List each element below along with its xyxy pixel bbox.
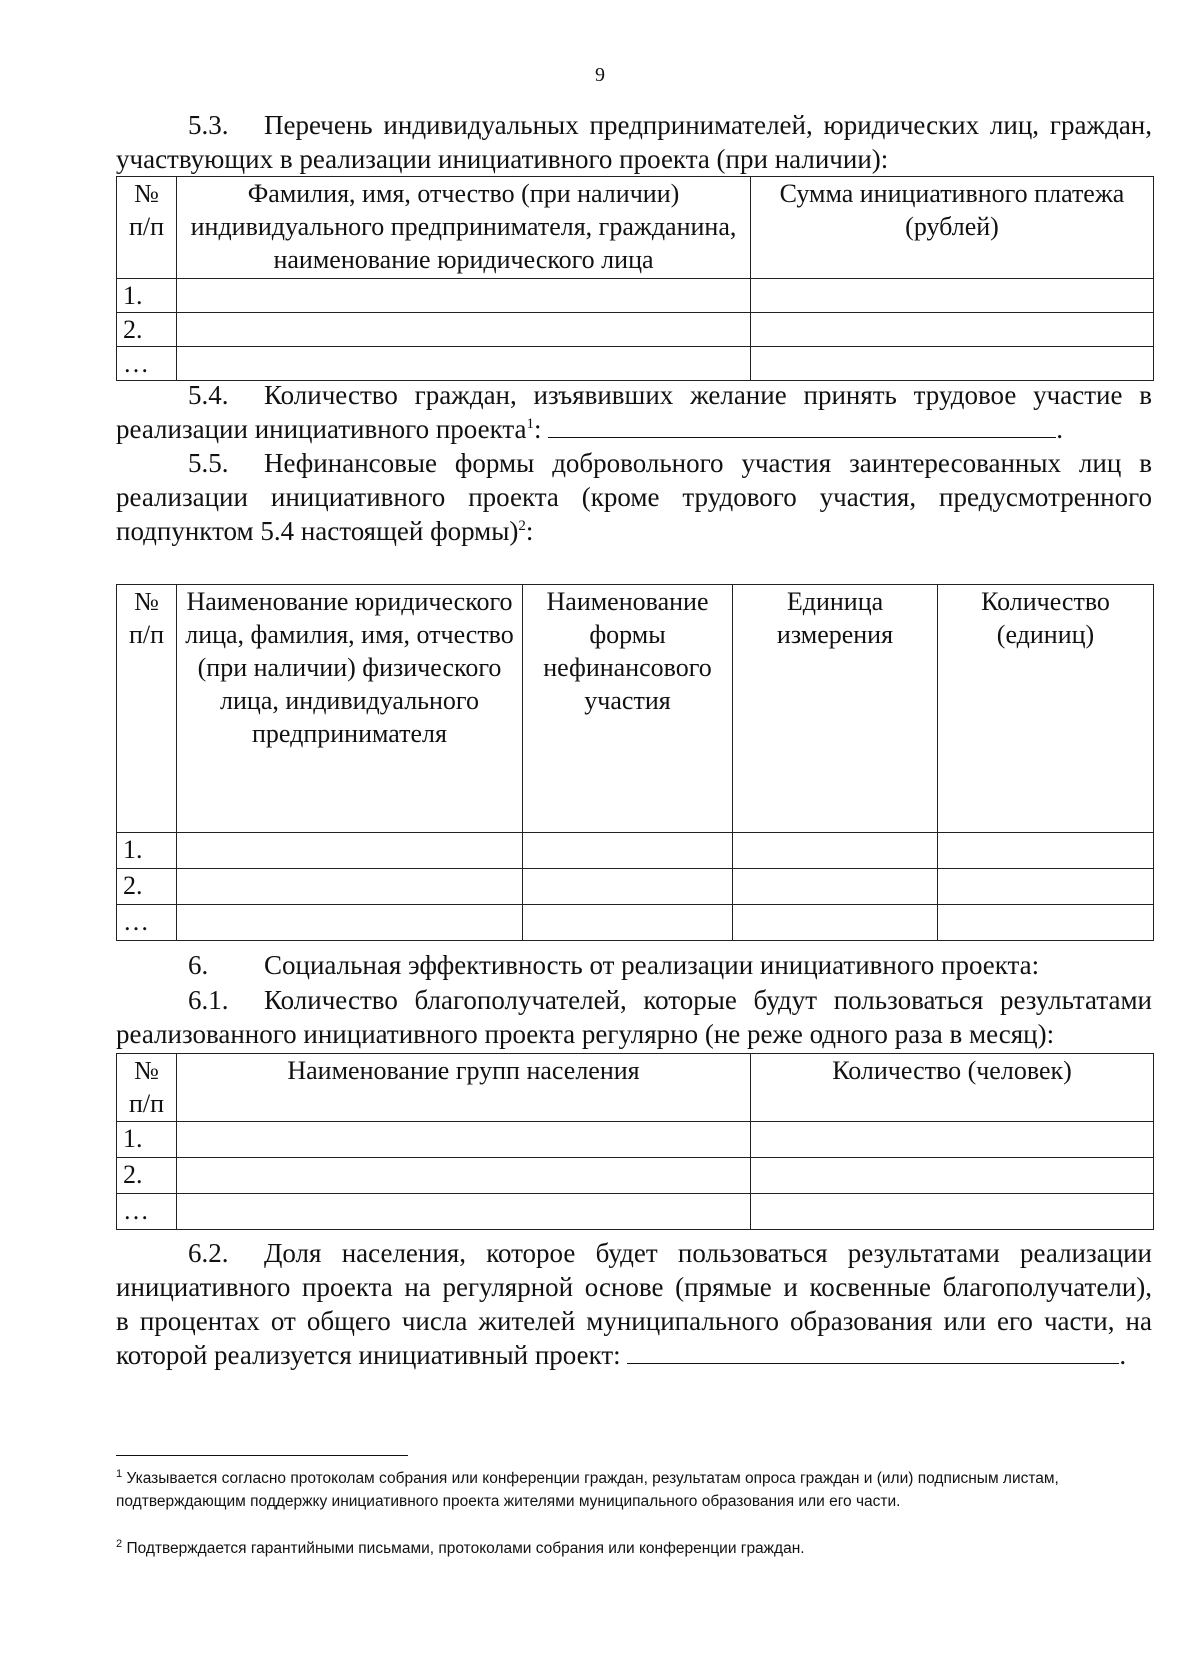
answer-blank-5-4 <box>548 413 1056 438</box>
section-5-5-line3 <box>116 514 1152 548</box>
row-number: … <box>117 905 177 941</box>
table-header-row <box>117 585 1154 833</box>
table-cell <box>751 347 1154 381</box>
section-6-2-text: Доля населения, которое будет пользоваться результатами реализации <box>264 1238 1152 1268</box>
footnote-separator <box>116 1455 408 1456</box>
section-6-2-line2: инициативного проекта на регулярной основе (прямые и косвенные благополучатели), <box>116 1272 1152 1302</box>
table-cell <box>177 1122 751 1158</box>
table-cell <box>938 869 1154 905</box>
section-5-4 <box>116 378 1152 446</box>
row-number: 2. <box>117 869 177 905</box>
column-header-unit: Единица измерения <box>733 585 938 833</box>
section-5-4-line2 <box>116 412 1152 446</box>
row-number: 2. <box>117 313 177 347</box>
footnote-2 <box>116 1537 1152 1560</box>
section-6-1-line2: реализованного инициативного проекта регулярно (не реже одного раза в месяц): <box>116 1019 1055 1049</box>
section-6-2-end: . <box>1119 1340 1127 1370</box>
column-header-number: № п/п <box>117 585 177 833</box>
table-header-row <box>117 177 1154 279</box>
section-5-4-line2-text: реализации инициативного проекта <box>116 414 527 444</box>
section-6-2 <box>116 1236 1152 1372</box>
footnote-2-text: Подтверждается гарантийными письмами, протоколами собрания или конференции граждан. <box>126 1540 805 1557</box>
column-header-population-groups: Наименование групп населения <box>177 1054 751 1122</box>
page-number: 9 <box>595 64 605 86</box>
table-cell <box>938 833 1154 869</box>
section-5-4-end: . <box>1056 414 1063 444</box>
nonfinancial-participation-table <box>116 584 1154 941</box>
section-5-3-label: 5.3. <box>188 110 229 140</box>
section-5-3-intro <box>116 108 1152 176</box>
table-cell <box>177 833 523 869</box>
section-5-3-text: Перечень индивидуальных предпринимателей, юридических лиц, граждан, <box>264 110 1152 140</box>
section-5-5-line1 <box>116 446 1152 480</box>
beneficiaries-table <box>116 1053 1154 1230</box>
column-header-form: Наименование формы нефинансового участия <box>523 585 733 833</box>
answer-blank-6-2 <box>627 1339 1119 1364</box>
section-5-3-line2: участвующих в реализации инициативного проекта (при наличии): <box>116 144 889 174</box>
participants-table <box>116 176 1154 381</box>
section-6-1-text: Количество благополучателей, которые будут пользоваться результатами <box>264 985 1152 1015</box>
table-cell <box>177 1194 751 1230</box>
row-number: 1. <box>117 1122 177 1158</box>
table-cell <box>938 905 1154 941</box>
footnote-1-text: Указывается согласно протоколам собрания или конференции граждан, результатам опроса граждан и (или) подписным листам, подтверждающим поддержку инициативного проекта жителями муниципального образования или его части. <box>116 1470 1059 1510</box>
table-cell <box>751 1122 1154 1158</box>
table-row <box>117 1194 1154 1230</box>
footnote-ref-2: 2 <box>518 518 526 534</box>
section-6-2-line4 <box>116 1338 1152 1372</box>
section-5-4-text: Количество граждан, изъявивших желание принять трудовое участие в <box>264 380 1152 410</box>
table-cell <box>523 833 733 869</box>
section-6-1-label: 6.1. <box>188 985 229 1015</box>
column-header-payment: Сумма инициативного платежа (рублей) <box>751 177 1154 279</box>
table-cell <box>177 313 751 347</box>
table-row <box>117 833 1154 869</box>
section-5-4-colon: : <box>533 414 542 444</box>
section-5-4-label: 5.4. <box>188 380 229 410</box>
section-6 <box>116 948 1152 982</box>
footnote-2-mark: 2 <box>116 1538 123 1550</box>
section-5-3-line1 <box>116 108 1152 142</box>
section-5-5-text: Нефинансовые формы добровольного участия заинтересованных лиц в <box>264 448 1152 478</box>
section-6-text: Социальная эффективность от реализации инициативного проекта: <box>264 950 1040 980</box>
section-6-1-line1 <box>116 983 1152 1017</box>
column-header-people-count: Количество (человек) <box>751 1054 1154 1122</box>
section-5-5-label: 5.5. <box>188 448 229 478</box>
table-cell <box>523 905 733 941</box>
table-cell <box>751 313 1154 347</box>
row-number: … <box>117 1194 177 1230</box>
column-header-name: Фамилия, имя, отчество (при наличии) индивидуального предпринимателя, гражданина, наименование юридического лица <box>177 177 751 279</box>
table-cell <box>751 279 1154 313</box>
table-header-row <box>117 1054 1154 1122</box>
section-6-2-line3: в процентах от общего числа жителей муниципального образования или его части, на <box>116 1306 1152 1336</box>
section-5-4-line1 <box>116 378 1152 412</box>
column-header-number: № п/п <box>117 177 177 279</box>
table-row <box>117 1158 1154 1194</box>
column-header-entity-name: Наименование юридического лица, фамилия, имя, отчество (при наличии) физического лица, индивидуального предпринимателя <box>177 585 523 833</box>
footnote-1-mark: 1 <box>116 1468 123 1480</box>
table-row <box>117 905 1154 941</box>
table-row <box>117 1122 1154 1158</box>
footnote-ref-1: 1 <box>526 416 534 432</box>
table-cell <box>177 905 523 941</box>
row-number: … <box>117 347 177 381</box>
section-5-5-line3-text: подпунктом 5.4 настоящей формы) <box>116 516 519 546</box>
footnote-1 <box>116 1467 1152 1513</box>
section-6-1 <box>116 983 1152 1051</box>
table-row <box>117 869 1154 905</box>
section-6-2-line4-text: которой реализуется инициативный проект: <box>116 1340 621 1370</box>
section-6-2-line1 <box>116 1236 1152 1270</box>
table-cell <box>177 347 751 381</box>
table-cell <box>733 833 938 869</box>
table-cell <box>751 1158 1154 1194</box>
section-5-5-colon: : <box>525 516 534 546</box>
table-row <box>117 347 1154 381</box>
section-6-label: 6. <box>188 950 209 980</box>
table-cell <box>751 1194 1154 1230</box>
section-6-line <box>116 948 1152 982</box>
table-cell <box>177 1158 751 1194</box>
table-row <box>117 313 1154 347</box>
column-header-quantity: Количество (единиц) <box>938 585 1154 833</box>
row-number: 1. <box>117 833 177 869</box>
row-number: 1. <box>117 279 177 313</box>
table-cell <box>733 905 938 941</box>
table-cell <box>733 869 938 905</box>
table-cell <box>177 279 751 313</box>
table-cell <box>177 869 523 905</box>
table-row <box>117 279 1154 313</box>
section-6-2-label: 6.2. <box>188 1238 229 1268</box>
row-number: 2. <box>117 1158 177 1194</box>
table-cell <box>523 869 733 905</box>
column-header-number: № п/п <box>117 1054 177 1122</box>
section-5-5 <box>116 446 1152 548</box>
section-5-5-line2: реализации инициативного проекта (кроме трудового участия, предусмотренного <box>116 482 1152 512</box>
